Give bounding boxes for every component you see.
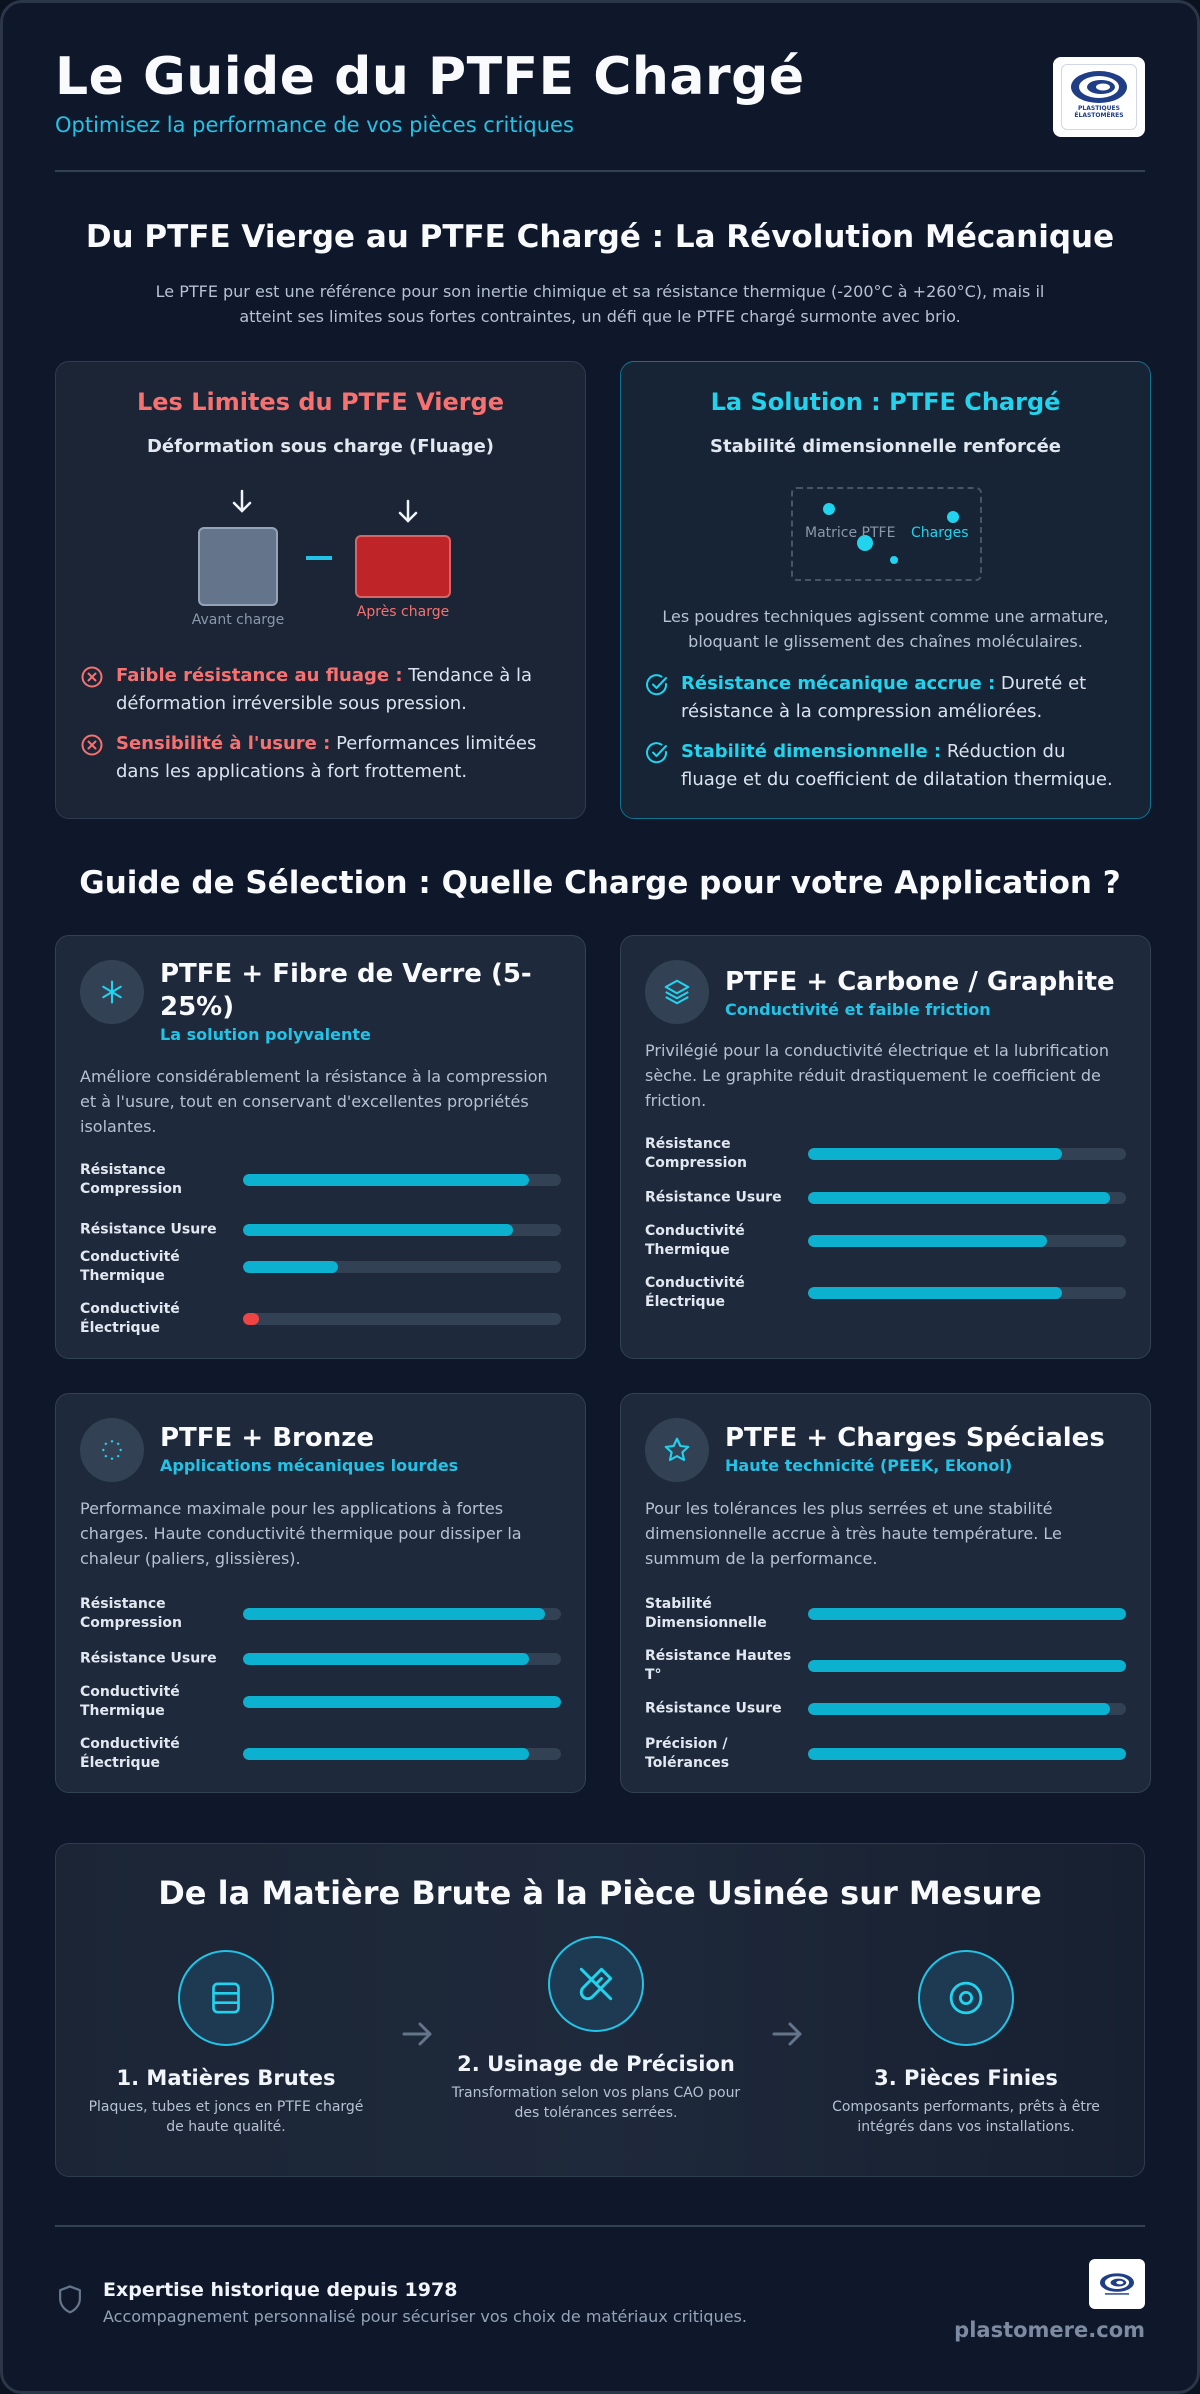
property-track [808, 1703, 1126, 1715]
layers-icon [662, 977, 692, 1007]
company-logo[interactable] [1053, 57, 1145, 137]
material-title: PTFE + Carbone / Graphite [725, 967, 1115, 997]
point-bold: Résistance mécanique accrue : [681, 673, 996, 694]
limits-point-text [116, 662, 561, 718]
property-row [80, 1594, 561, 1634]
transition-dash [306, 556, 332, 560]
point-text: Performances limitées dans les applications à fort frottement. [116, 733, 537, 782]
material-icon-wrap [80, 1418, 144, 1482]
footer-divider [55, 2225, 1145, 2227]
property-row [80, 1639, 561, 1679]
property-row [645, 1134, 1126, 1174]
check-circle-icon [645, 741, 669, 765]
material-description: Performance maximale pour les applications à fortes charges. Haute conductivité thermique pour dissiper la chaleur (paliers, glissières). [80, 1499, 522, 1568]
point-bold: Stabilité dimensionnelle : [681, 741, 942, 762]
selection-heading: Guide de Sélection : Quelle Charge pour votre Application ? [79, 865, 1121, 901]
property-track [808, 1748, 1126, 1760]
material-title: PTFE + Bronze [160, 1423, 374, 1453]
page-subtitle: Optimisez la performance de vos pièces critiques [55, 113, 574, 137]
step-text: Composants performants, prêts à être intégrés dans vos installations. [832, 2099, 1100, 2135]
material-description: Privilégié pour la conductivité électrique et la lubrification sèche. Le graphite réduit drastiquement le coefficient de friction. [645, 1041, 1109, 1110]
after-load-label: Après charge [356, 604, 450, 620]
property-label: Résistance Usure [80, 1650, 217, 1667]
property-label: Résistance Usure [645, 1700, 782, 1717]
property-fill [808, 1748, 1126, 1760]
limits-title: Les Limites du PTFE Vierge [136, 388, 505, 416]
solution-point-text [681, 738, 1126, 794]
property-label: Résistance Compression [80, 1596, 182, 1631]
material-icon-wrap [645, 960, 709, 1024]
process-step-machining [451, 1936, 741, 2123]
logo-text: PLASTIQUES ÉLASTOMÈRES [1074, 105, 1124, 119]
property-label: Conductivité Électrique [80, 1736, 180, 1771]
solution-subtitle: Stabilité dimensionnelle renforcée [710, 436, 1061, 457]
property-row [645, 1221, 1126, 1261]
material-title: PTFE + Fibre de Verre (5-25%) [160, 959, 532, 1022]
limits-card [55, 361, 586, 819]
check-circle-icon [645, 673, 669, 697]
property-row [645, 1646, 1126, 1686]
property-track [243, 1653, 561, 1665]
property-track [808, 1608, 1126, 1620]
header-divider [55, 170, 1145, 172]
property-track [243, 1748, 561, 1760]
tool-icon [574, 1962, 618, 2006]
process-step-raw-materials [81, 1950, 371, 2137]
arrow-right-icon [398, 2014, 438, 2054]
property-label: Résistance Compression [80, 1162, 182, 1197]
intro-text: Le PTFE pur est une référence pour son inertie chimique et sa résistance thermique (-200°C à +260°C), mais il atteint ses limites sous fortes contraintes, un défi que le PTFE chargé surmonte avec brio. [155, 282, 1045, 326]
arrow-right-icon [768, 2014, 808, 2054]
material-description: Pour les tolérances les plus serrées et une stabilité dimensionnelle accrue à très haute température. Le summum de la performance. [645, 1499, 1062, 1568]
x-circle-icon [80, 733, 104, 757]
step-icon-wrap [548, 1936, 644, 2032]
snowflake-icon [98, 978, 126, 1006]
property-track [243, 1696, 561, 1708]
step-text: Transformation selon vos plans CAO pour des tolérances serrées. [451, 2085, 741, 2121]
property-track [808, 1235, 1126, 1247]
footer-logo[interactable] [1089, 2259, 1145, 2309]
property-fill [243, 1748, 529, 1760]
point-text: Dureté et résistance à la compression améliorées. [681, 673, 1087, 722]
property-track [243, 1313, 561, 1325]
property-label: Résistance Usure [80, 1221, 217, 1238]
step-icon-wrap [178, 1950, 274, 2046]
dots-icon [99, 1437, 125, 1463]
page-content [55, 3, 1145, 2391]
property-fill [243, 1696, 561, 1708]
property-row [645, 1273, 1126, 1313]
page-title: Le Guide du PTFE Chargé [55, 47, 805, 107]
star-icon [662, 1435, 692, 1465]
process-step-finished-parts [821, 1950, 1111, 2137]
material-card-special-fillers [620, 1393, 1151, 1793]
property-fill [243, 1313, 259, 1325]
material-card-glass-fiber [55, 935, 586, 1359]
block-after-load [355, 535, 451, 598]
property-fill [808, 1660, 1126, 1672]
material-subtitle: Applications mécaniques lourdes [160, 1456, 459, 1475]
charge-particle [890, 556, 898, 564]
material-description: Améliore considérablement la résistance à la compression et à l'usure, tout en conservant d'excellentes propriétés isolantes. [80, 1067, 548, 1136]
property-row [80, 1299, 561, 1339]
property-track [808, 1660, 1126, 1672]
process-section [55, 1843, 1145, 2177]
property-track [243, 1224, 561, 1236]
property-fill [243, 1261, 338, 1273]
property-fill [243, 1224, 513, 1236]
property-label: Stabilité Dimensionnelle [645, 1596, 767, 1631]
solution-card [620, 361, 1151, 819]
material-title: PTFE + Charges Spéciales [725, 1423, 1105, 1453]
footer-subtitle: Accompagnement personnalisé pour sécuriser vos choix de matériaux critiques. [103, 2307, 747, 2326]
solution-point-2 [645, 738, 1126, 794]
down-arrow-icon [231, 489, 253, 515]
point-bold: Faible résistance au fluage : [116, 665, 403, 686]
x-circle-icon [80, 665, 104, 689]
down-arrow-icon [397, 499, 419, 525]
step-icon-wrap [918, 1950, 1014, 2046]
limits-point-2 [80, 730, 561, 786]
intro-heading: Du PTFE Vierge au PTFE Chargé : La Révolution Mécanique [85, 219, 1115, 255]
property-fill [808, 1192, 1110, 1204]
charge-particle [947, 511, 959, 523]
solution-point-text [681, 670, 1126, 726]
website-link[interactable]: plastomere.com [954, 2318, 1145, 2342]
step-title: 1. Matières Brutes [116, 2066, 336, 2090]
solution-title: La Solution : PTFE Chargé [710, 388, 1061, 416]
material-card-bronze [55, 1393, 586, 1793]
property-track [243, 1174, 561, 1186]
step-title: 3. Pièces Finies [874, 2066, 1058, 2090]
target-icon [945, 1977, 987, 2019]
logo-mark-icon [1068, 69, 1130, 105]
property-row [645, 1734, 1126, 1774]
property-track [808, 1148, 1126, 1160]
property-row [645, 1689, 1126, 1729]
property-fill [243, 1608, 545, 1620]
logo-mark-icon [1095, 2269, 1139, 2299]
property-label: Résistance Hautes T° [645, 1648, 792, 1683]
property-label: Conductivité Électrique [80, 1301, 180, 1336]
property-track [808, 1287, 1126, 1299]
property-label: Conductivité Thermique [645, 1223, 745, 1258]
property-row [80, 1210, 561, 1250]
shield-icon [55, 2284, 85, 2316]
limits-subtitle: Déformation sous charge (Fluage) [146, 436, 495, 457]
property-fill [808, 1703, 1110, 1715]
before-load-label: Avant charge [191, 612, 285, 628]
property-row [645, 1594, 1126, 1634]
property-label: Résistance Compression [645, 1136, 747, 1171]
property-label: Résistance Usure [645, 1189, 782, 1206]
block-before-load [198, 527, 278, 606]
matrix-diagram [791, 487, 982, 581]
property-row [80, 1160, 561, 1200]
step-title: 2. Usinage de Précision [457, 2052, 735, 2076]
matrix-label: Matrice PTFE [805, 525, 896, 541]
material-subtitle: La solution polyvalente [160, 1025, 371, 1044]
point-text: Réduction du fluage et du coefficient de dilatation thermique. [681, 741, 1113, 790]
material-icon-wrap [645, 1418, 709, 1482]
solution-point-1 [645, 670, 1126, 726]
step-text: Plaques, tubes et joncs en PTFE chargé de haute qualité. [88, 2099, 364, 2135]
property-fill [808, 1287, 1062, 1299]
property-fill [808, 1148, 1062, 1160]
stack-icon [206, 1978, 246, 2018]
material-subtitle: Conductivité et faible friction [725, 1000, 991, 1019]
charge-particle [823, 503, 835, 515]
point-bold: Sensibilité à l'usure : [116, 733, 331, 754]
logo-frame [1061, 64, 1137, 130]
property-label: Conductivité Thermique [80, 1249, 180, 1284]
property-row [645, 1178, 1126, 1218]
property-row [80, 1247, 561, 1287]
property-label: Précision / Tolérances [645, 1736, 730, 1771]
property-track [808, 1192, 1126, 1204]
property-label: Conductivité Électrique [645, 1275, 745, 1310]
material-subtitle: Haute technicité (PEEK, Ekonol) [725, 1456, 1013, 1475]
property-fill [243, 1653, 529, 1665]
material-card-carbon-graphite [620, 935, 1151, 1359]
property-fill [243, 1174, 529, 1186]
property-fill [808, 1608, 1126, 1620]
limits-point-1 [80, 662, 561, 718]
property-track [243, 1608, 561, 1620]
property-row [80, 1682, 561, 1722]
limits-point-text [116, 730, 561, 786]
property-row [80, 1734, 561, 1774]
material-icon-wrap [80, 960, 144, 1024]
property-track [243, 1261, 561, 1273]
footer-title: Expertise historique depuis 1978 [103, 2279, 458, 2301]
property-label: Conductivité Thermique [80, 1684, 180, 1719]
process-heading: De la Matière Brute à la Pièce Usinée sur Mesure [158, 1874, 1042, 1912]
point-text: Tendance à la déformation irréversible sous pression. [116, 665, 533, 714]
solution-text: Les poudres techniques agissent comme une armature, bloquant le glissement des chaînes moléculaires. [662, 607, 1109, 651]
charges-label: Charges [911, 525, 969, 541]
property-fill [808, 1235, 1047, 1247]
